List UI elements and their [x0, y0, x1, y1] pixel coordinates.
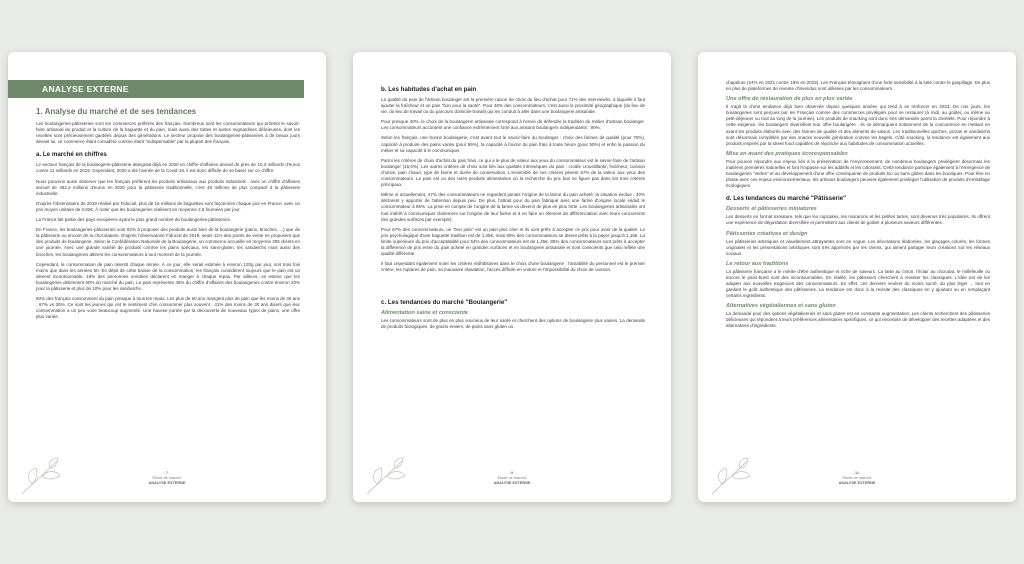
page-number: - 11 - [852, 471, 862, 475]
document-page-9 [353, 52, 671, 502]
footer-section: ANALYSE EXTERNE [838, 481, 876, 485]
paragraph: Les consommateurs sont de plus en plus soucieux de leur santé et cherchent des options de boulangerie plus saines. La demande de produits biologiques, de grains entiers, de pains sans gluten ou [381, 318, 645, 330]
paragraph: Il faut cependant également noter les critères rédhibitoires dans le choix d'une boulangerie : l'amabilité du personnel est le premier critère, les ruptures de pain, sa mauvaise réputation, l'accès difficile en voiture et l'impossibilité du choix de cuisson. [381, 261, 645, 273]
page-content [726, 80, 990, 334]
paragraph: Il s'agit là d'une tendance déjà bien observée depuis quelques années qui tend à se renforcer en 2023. De nos jours, les boulangeries sont perçues par les Français comme des commerces privilégiés pour se restaurer (à midi, au goûter, ou même au petit-déjeuner ou tout au long de la journée). Les produits de snacking sont donc très demandés parmi la clientèle. Pour répondre à cette exigence, les boulangers diversifient leur offre boulangère : ils se démarquent notamment de la concurrence en mettant en avant les produits élaborés avec des farines de qualité et des aliments de saison. Les traditionnelles quiches, pizzas et sandwichs sont désormais complétés par des snacks nouvelle génération comme les bagels. Côté snacking, la tendance est également aux produits inspirés par la street food capables de répondre aux habitudes de consommation actuelles. [726, 104, 990, 146]
document-page-11 [698, 52, 1016, 502]
paragraph: Les desserts en format miniature, tels que les cupcakes, les macarons et les petites tartes, sont devenus très populaires. Ils offrent une expérience de dégustation diversifiée et permettent aux clients de goûter à plusieurs saveurs différentes. [726, 214, 990, 226]
paragraph: Pour pouvoir répondre aux enjeux liés à la préservation de l'environnement, de nombreux boulangers privilégient désormais les matières premières naturelles et font l'impasse sur les additifs et les colorants. Cette tendance participe également à l'émergence de boulangeries "vertes" et au développement d'une offre conséquente de produits bio ou sans gluten dans les boutiques. Pour être en phase avec ces enjeux environnementaux, les artisans boulangers peuvent également privilégier l'utilisation de produits d'emballage écologiques. [726, 158, 990, 189]
subheading: Mise en avant des pratiques écoresponsables [726, 150, 848, 157]
page-footer [8, 471, 326, 486]
paragraph: Les pâtisseries artistiques et visuellement attrayantes sont en vogue. Les décorations élaborées, les glaçages colorés, les formes originales et les présentations artistiques sont très appréciés par les clients, qui aiment partager leurs créations sur les réseaux sociaux. [726, 238, 990, 256]
footer-section: ANALYSE EXTERNE [493, 481, 531, 485]
footer-title: Étude de marché [497, 476, 527, 480]
paragraph: Pour 67% des consommateurs, un "bon pain" est un pain plus cher et ils sont prêts à accepter ce prix pour avoir de la qualité. Le prix psychologique d'une baguette tradition est de 1,05€, mais 80% des consommateurs se disent prêts à la payer jusqu'à 1,15€. La limite supérieure du prix d'acceptabilité pour 54% des consommateurs est de 1,45€. 85% des consommateurs sont prêts à accepter la différence de prix entre du pain acheté en grandes surfaces et en boulangerie artisanale et sont conscients que cela reflète une qualité différente. [381, 226, 645, 257]
footer-title: Étude de marché [842, 476, 872, 480]
page-content [36, 80, 300, 324]
paragraph: Parmi les critères de choix d'achat du pain frais, ce qui a le plus de valeur aux yeux du consommateur est le savoir-faire de l'artisan boulanger (15,6%). Les autres critères de choix sont liés aux qualités intrinsèques du pain : croûte croustillante, fraîcheur, cuisson choisie, pain chaud, type de farine et durée de conservation. L'ensemble de ces critères pèsent 67% de la valeur aux yeux des consommateurs. Le pain est un des rares produits alimentaires où la recherche du prix bas ne figure pas dans les trois critères principaux. [381, 157, 645, 188]
subheading: Une offre de restauration de plus en plus variée [726, 96, 853, 103]
subheading: Desserts et pâtisseries miniatures [726, 206, 817, 213]
paragraph: Nous pouvons aussi observer que les français préfèrent les produits artisanaux aux produits industriels : avec un chiffre d'affaires annuel de 482,2 millions d'euros en 2020 pour la pâtisserie traditionnelle, c'est 48 millions de plus comparé à la pâtisserie industrielle. [36, 178, 300, 196]
subheading: Alimentation saine et consciente [381, 310, 469, 317]
section-banner: ANALYSE EXTERNE [8, 80, 304, 98]
paragraph: chapelure (24% en 2021 contre 19% en 2015). Les Français témoignent d'une forte sensibilité à la lutte contre le gaspillage. De plus en plus de plateformes de revente d'invendus sont utilisées par les consommateurs. [726, 80, 990, 92]
subheading: Pâtisseries créatives et design [726, 230, 808, 237]
subheading: Alternatives végétaliennes et sans gluten [726, 303, 836, 310]
paragraph: D'après l'observatoire de 2019 réalisé par Fiducial, plus de 16 millions de baguettes sont façonnées chaque jour en France, avec un prix moyen unitaire de 0,92€. À noter que les boulangeries réalisent en moyenne 2,5 fournées par jour. [36, 200, 300, 212]
paragraph: Même si actuellement, 47% des consommateurs ne regardent jamais l'origine de la farine du pain acheté, la situation évolue : 40% déclarent y apporter de l'attention depuis peu. De plus, l'attrait pour du pain fabriqué avec une farine d'origine locale séduit le consommateur à 86%. La prise en compte de l'origine de la farine va devenir de plus en plus forte. Les boulangeries artisanales ont tout intérêt à communiquer clairement sur l'origine de leur farine et à en faire un élément de différenciation avec leurs concurrents (les grandes surfaces par exemple). [381, 192, 645, 222]
footer-section: ANALYSE EXTERNE [148, 481, 186, 485]
heading-purchase-habits: b. Les habitudes d'achat en pain [381, 86, 477, 93]
heading-market-figures: a. Le marché en chiffres [36, 151, 107, 159]
page-content [381, 80, 645, 335]
paragraph: 60% des français consomment du pain presque à tous les repas. Les plus de 60 ans mangent plus de pain que les moins de 30 ans : 67% vs 35%. Ce sont les jeunes qui ont le sentiment d'en consommer plus souvent : 41% des moins de 30 ans disent que leur consommation a un peu voire beaucoup augmenté. Une hausse portée par la découverte de nouveaux types de pains, une offre plus variée, [36, 296, 300, 320]
paragraph: La qualité du pain de l'artisan boulanger est la première raison de choix du lieu d'achat pour 71% des interviewés, à laquelle il faut ajouter la fraîcheur et un pain "bon pour la santé". Pour 48% des consommateurs, c'est aussi la proximité géographique (du lieu de vie, du lieu de travail ou du parcours domicile-travail) qui les conduit à aller dans une boulangerie artisanale. [381, 97, 645, 115]
page-footer [698, 471, 1016, 486]
paragraph: Les boulangeries-pâtisseries sont les commerces préférés des français. Nombreux sont les consommateurs qui prônent le savoir-faire artisanal du produit et la culture de la baguette et du pain, mais aussi des tartes et autres mignardises délicieuses, dont les recettes sont précieusement gardées depuis des générations. Le secteur propose des boulangeries-pâtisseries à de beaux jours devant lui, ce commerce étant considéré comme étant "indispensable" par la plupart des français. [36, 121, 300, 145]
page-number: - 9 - [508, 471, 516, 475]
heading-market-analysis: 1. Analyse du marché et de ses tendances [36, 107, 197, 116]
footer-title: Étude de marché [152, 476, 182, 480]
paragraph: Pour presque 40%, le choix de la boulangerie artisanale correspond à l'envie de défendre la tradition du métier d'artisan boulanger. Les consommateurs accordent une confiance extrêmement forte aux artisans boulangers indépendants : 90%. [381, 119, 645, 131]
paragraph: En France, les boulangeries-pâtisseries sont 82% à proposer des produits aussi bien de la boulangerie (pains, brioches, ...) que de la pâtisserie ou encore de la chocolaterie. D'après l'observatoire Fiducial de 2019, seuls 11% des points de vente ne proposent que des produits de boulangerie. Selon la Confédération Nationale de la Boulangerie, un commerce accueille en moyenne 305 clients en une journée. Avec une grande variété de produits comme les pains spéciaux, les sans-gluten, les sandwichs mais aussi des brioches, les boulangeries attirent les consommateurs à tout moment de la journée. [36, 227, 300, 257]
heading-pastry-trends: d. Les tendances du marché "Pâtisserie" [726, 195, 847, 203]
document-page-7 [8, 52, 326, 502]
paragraph: La demande pour des options végétaliennes et sans gluten est en constante augmentation. Les clients recherchent des pâtisseries délicieuses qui répondent à leurs préférences alimentaires spécifiques, ce qui nécessite de développer des recettes adaptées et des alternatives d'ingrédients. [726, 311, 990, 329]
page-number: - 7 - [163, 471, 171, 475]
paragraph: Cependant, la consommation de pain ralentit chaque année. À ce jour, elle serait estimée à environ 120g par jour, soit trois fois moins que dans les années 50. En dépit de cette baisse de la consommation, les français considèrent toujours que le pain est un aliment incontournable. 19% des personnes sondées déclarent en manger à chaque repas. Par ailleurs, on estime que les boulangeries détiennent 60% du marché du pain. Le pain représente 45% du chiffre d'affaires des boulangeries contre environ 20% pour la pâtisserie et plus de 10% pour les sandwichs. [36, 261, 300, 291]
heading-bakery-trends: c. Les tendances du marché "Boulangerie" [381, 299, 508, 307]
paragraph: Selon les français, une bonne boulangerie, c'est avant tout le savoir-faire du boulanger : choix des farines de qualité (pour 70%), capacité à produire des pains variés (pour 56%), la capacité à fournir du pain frais à toute heure (pour 50%) et enfin la passion du métier et sa capacité à le communiquer. [381, 135, 645, 153]
page-footer [353, 471, 671, 486]
subheading: Le retour aux traditions [726, 260, 789, 267]
paragraph: Le secteur français de la boulangerie-pâtisserie atteignait déjà en 2020 un chiffre d'affaires annuel de près de 10,3 milliards d'euros contre 11 milliards en 2019. Cependant, 2020 a été l'année de la Covid-19, il est donc difficile de se baser sur ce chiffre. [36, 162, 300, 174]
paragraph: La France fait partie des pays européens ayant le plus grand nombre de boulangeries-pâtisseries. [36, 217, 232, 223]
paragraph: La pâtisserie française a le mérite d'être authentique et riche de saveurs. La tarte au citron, l'éclair au chocolat, le millefeuille ou encore le paris-brest sont des incontournables. En réalité, les pâtissiers cherchent à revisiter les classiques. L'idée est de les adapter aux nouvelles exigences des consommateurs. En effet, ces derniers veulent du moins sucré, du plus léger ... tout en gardant le goût authentique des pâtisseries. La tendance est donc à la revisite des classiques en y ajoutant ou en remplaçant certains ingrédients. [726, 268, 990, 299]
